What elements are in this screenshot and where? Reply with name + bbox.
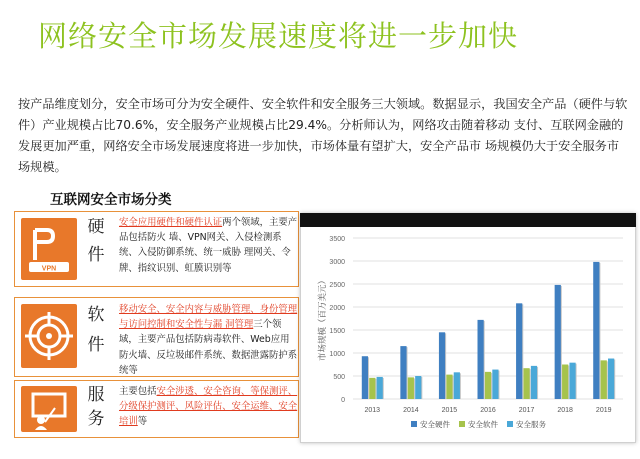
bar-安全软件-2016 xyxy=(485,372,491,399)
legend-label: 安全服务 xyxy=(516,420,546,429)
bar-安全服务-2016 xyxy=(492,370,498,399)
bar-安全服务-2018 xyxy=(569,363,575,399)
category-services xyxy=(14,380,299,438)
x-tick-label: 2018 xyxy=(557,407,573,414)
vpn-router-icon xyxy=(21,218,77,280)
category-services-name: 服 务 xyxy=(87,385,105,429)
presentation-icon xyxy=(21,386,77,432)
legend-label: 安全硬件 xyxy=(420,420,450,429)
y-tick-label: 2000 xyxy=(329,305,345,312)
bar-安全软件-2018 xyxy=(562,365,568,400)
x-tick-label: 2019 xyxy=(595,407,612,414)
x-tick-label: 2015 xyxy=(441,407,458,414)
bar-安全硬件-2018 xyxy=(555,285,561,399)
bar-安全服务-2013 xyxy=(377,377,383,399)
category-hardware-name: 硬 件 xyxy=(87,217,105,265)
svg-text:VPN: VPN xyxy=(41,265,57,273)
category-software-desc: 移动安全、安全内容与威胁管理、身份管理与访问控制和安全性与漏 洞管理三个领域，主要产品包括防病毒软件、Web应用 防火墙、反垃圾邮件系统、数据泄露防护系统等 xyxy=(119,304,298,376)
bar-安全服务-2017 xyxy=(531,366,537,399)
bar-安全服务-2015 xyxy=(454,372,460,399)
x-tick-label: 2013 xyxy=(364,407,381,414)
y-tick-label: 3000 xyxy=(329,259,345,266)
category-hardware xyxy=(14,211,299,287)
x-tick-label: 2017 xyxy=(518,407,535,414)
y-tick-label: 500 xyxy=(333,374,345,381)
legend-swatch xyxy=(411,421,417,427)
legend-swatch xyxy=(459,421,465,427)
x-tick-label: 2016 xyxy=(480,407,496,414)
x-tick-label: 2014 xyxy=(403,407,419,414)
bar-安全软件-2015 xyxy=(446,375,452,399)
bar-安全软件-2013 xyxy=(369,378,375,399)
y-tick-label: 1000 xyxy=(329,351,345,358)
y-tick-label: 3500 xyxy=(329,236,345,243)
bar-安全硬件-2015 xyxy=(439,332,445,399)
bar-安全硬件-2016 xyxy=(478,320,484,399)
legend-swatch xyxy=(507,421,513,427)
market-chart-svg xyxy=(301,214,635,442)
page-title: 网络安全市场发展速度将进一步加快 xyxy=(38,19,519,53)
y-tick-label: 2500 xyxy=(329,282,345,289)
bar-安全服务-2019 xyxy=(608,359,614,399)
category-services-desc: 主要包括安全涉透、安全咨询、等保测评、分级保护测评、风险评估、安全运维、安全培训等 xyxy=(119,386,298,428)
category-hardware-desc: 安全应用硬件和硬件认证两个领域，主要产品包括防火 墙、VPN网关、入侵检测系统、入侵防御系统、统一威胁 理网关、令牌、指纹识别、虹膜识别等 xyxy=(119,217,298,274)
legend-label: 安全软件 xyxy=(468,420,498,429)
bar-安全服务-2014 xyxy=(415,376,421,399)
intro-paragraph: 按产品维度划分，安全市场可分为安全硬件、安全软件和安全服务三大领域。数据显示，我国安全产品（硬件与软件）产业规模占比70.6%，安全服务产业规模占比29.4%。分析师认为，网络攻击随着移动 支付、互联网金融的发展更加严重，网络安全市场发展速度将进一步加快，市场体量有望扩大，安全产品市 场规模仍大于安全服务市场规模。 xyxy=(18,97,628,174)
bar-安全硬件-2019 xyxy=(593,262,599,399)
section-subtitle: 互联网安全市场分类 xyxy=(50,192,172,208)
category-software xyxy=(14,297,299,377)
y-axis-label: 市场规模（百万美元） xyxy=(317,275,327,362)
market-chart xyxy=(300,213,636,443)
bar-安全硬件-2017 xyxy=(516,303,522,399)
y-tick-label: 0 xyxy=(341,397,345,404)
y-tick-label: 1500 xyxy=(329,328,345,335)
bar-安全硬件-2014 xyxy=(400,346,406,399)
bar-安全软件-2019 xyxy=(601,360,607,399)
bar-安全软件-2014 xyxy=(408,377,414,399)
bar-安全硬件-2013 xyxy=(362,356,368,399)
chart-top-bar xyxy=(300,213,636,227)
shield-target-icon xyxy=(21,304,77,368)
category-software-name: 软 件 xyxy=(87,305,105,355)
bar-安全软件-2017 xyxy=(523,368,529,399)
